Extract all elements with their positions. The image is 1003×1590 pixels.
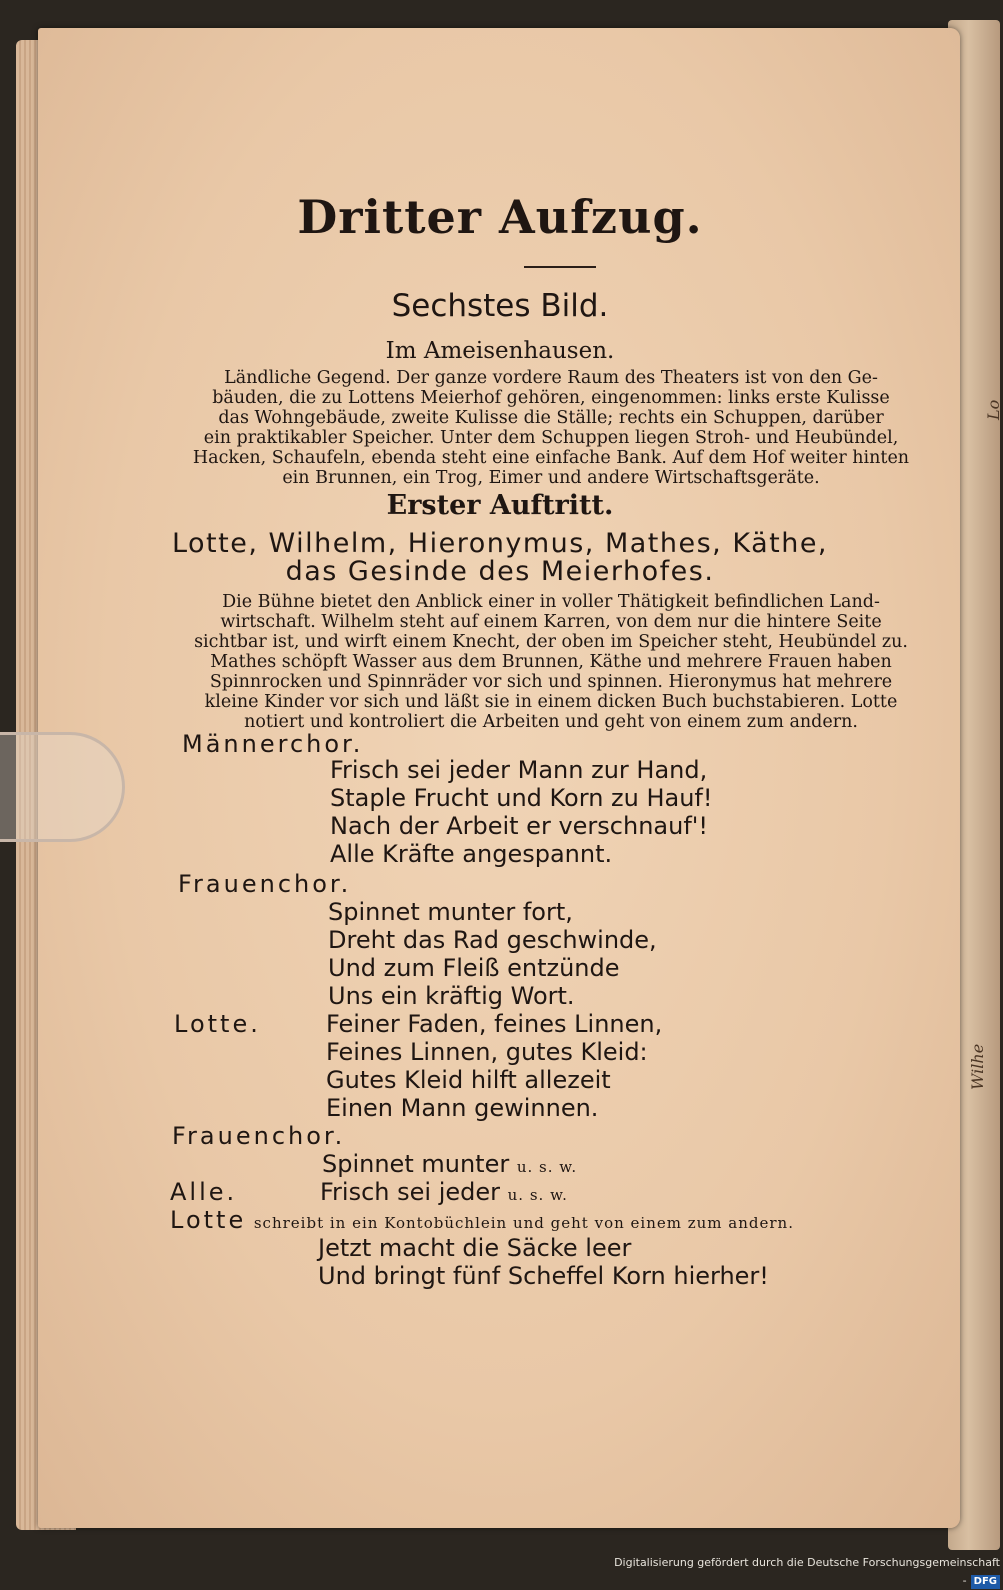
stage-direction-line: das Wohngebäude, zweite Kulisse die Ställe; rechts ein Schuppen, darüber <box>218 408 884 428</box>
speaker-maennerchor: Männerchor. <box>182 730 364 758</box>
verse-line: Einen Mann gewinnen. <box>326 1094 599 1122</box>
action-description <box>190 592 912 732</box>
footer-text: Digitalisierung gefördert durch die Deutsche Forschungsgemeinschaft - <box>614 1556 1000 1587</box>
verse-line: Uns ein kräftig Wort. <box>328 982 575 1010</box>
scene-heading: Erster Auftritt. <box>386 490 614 521</box>
title-rule <box>524 266 596 268</box>
verse-line: Spinnet munter fort, <box>328 898 573 926</box>
characters-line: Lotte, Wilhelm, Hieronymus, Mathes, Käthe, <box>171 528 829 559</box>
stage-direction-line: bäuden, die zu Lottens Meierhof gehören, eingenommen: links erste Kulisse <box>212 388 890 408</box>
speaker-alle: Alle. <box>170 1178 238 1206</box>
stage-direction-line: ein Brunnen, ein Trog, Eimer und andere Wirtschaftsgeräte. <box>282 468 820 488</box>
verse-text: Frisch sei jeder <box>320 1178 500 1206</box>
action-line: notiert und kontroliert die Arbeiten und geht von einem zum andern. <box>244 712 858 732</box>
action-line: sichtbar ist, und wirft einem Knecht, der oben im Speicher steht, Heubündel zu. <box>194 632 908 652</box>
scene-location: Im Ameisenhausen. <box>385 338 615 364</box>
action-line: Die Bühne bietet den Anblick einer in voller Thätigkeit befindlichen Land- <box>222 592 880 612</box>
verse-text: Spinnet munter <box>322 1150 510 1178</box>
stage-direction-line: Hacken, Schaufeln, ebenda steht eine einfache Bank. Auf dem Hof weiter hinten <box>192 448 910 468</box>
speaker-lotte: Lotte. <box>174 1010 261 1038</box>
verse-abbreviation: u. s. w. <box>507 1186 568 1204</box>
page-clip <box>0 732 125 842</box>
verse-abbreviation: u. s. w. <box>516 1158 578 1176</box>
verse-line: Alle Kräfte angespannt. <box>330 840 613 868</box>
lotte-direction-line <box>170 1206 794 1234</box>
verse-line: Nach der Arbeit er verschnauf'! <box>330 812 708 840</box>
action-line: wirtschaft. Wilhelm steht auf einem Karren, von dem nur die hintere Seite <box>220 612 882 632</box>
stage-direction-inline: schreibt in ein Kontobüchlein und geht von einem zum andern. <box>253 1214 794 1232</box>
verse-line: Dreht das Rad geschwinde, <box>328 926 657 954</box>
verse-line: Und zum Fleiß entzünde <box>328 954 620 982</box>
verse-line: Frisch sei jeder Mann zur Hand, <box>330 756 708 784</box>
speaker-lotte: Lotte <box>170 1206 247 1234</box>
stage-direction-line: ein praktikabler Speicher. Unter dem Schuppen liegen Stroh- und Heubündel, <box>203 428 899 448</box>
dfg-logo: DFG <box>971 1575 1000 1589</box>
margin-text-lo: Lo <box>984 399 1003 420</box>
speaker-frauenchor: Frauenchor. <box>172 1122 346 1150</box>
speaker-frauenchor: Frauenchor. <box>178 870 352 898</box>
verse-line <box>322 1150 577 1178</box>
stage-direction <box>190 368 912 488</box>
verse-line: Feiner Faden, feines Linnen, <box>326 1010 663 1038</box>
action-line: Mathes schöpft Wasser aus dem Brunnen, Käthe und mehrere Frauen haben <box>210 652 892 672</box>
verse-line: Feines Linnen, gutes Kleid: <box>326 1038 648 1066</box>
verse-line: Jetzt macht die Säcke leer <box>318 1234 632 1262</box>
verse-line <box>320 1178 568 1206</box>
verse-line: Gutes Kleid hilft allezeit <box>326 1066 611 1094</box>
action-line: Spinnrocken und Spinnräder vor sich und spinnen. Hieronymus hat mehrere <box>209 672 893 692</box>
act-title: Dritter Aufzug. <box>297 190 703 244</box>
action-line: kleine Kinder vor sich und läßt sie in einem dicken Buch buchstabieren. Lotte <box>204 692 898 712</box>
scene-title: Sechstes Bild. <box>391 288 609 324</box>
digitization-footer <box>610 1554 1000 1587</box>
characters-line: das Gesinde des Meierhofes. <box>285 556 715 587</box>
verse-line: Staple Frucht und Korn zu Hauf! <box>330 784 713 812</box>
stage-direction-line: Ländliche Gegend. Der ganze vordere Raum des Theaters ist von den Ge- <box>224 368 878 388</box>
margin-text-wilhe: Wilhe <box>968 1043 987 1090</box>
verse-line: Und bringt fünf Scheffel Korn hierher! <box>318 1262 769 1290</box>
